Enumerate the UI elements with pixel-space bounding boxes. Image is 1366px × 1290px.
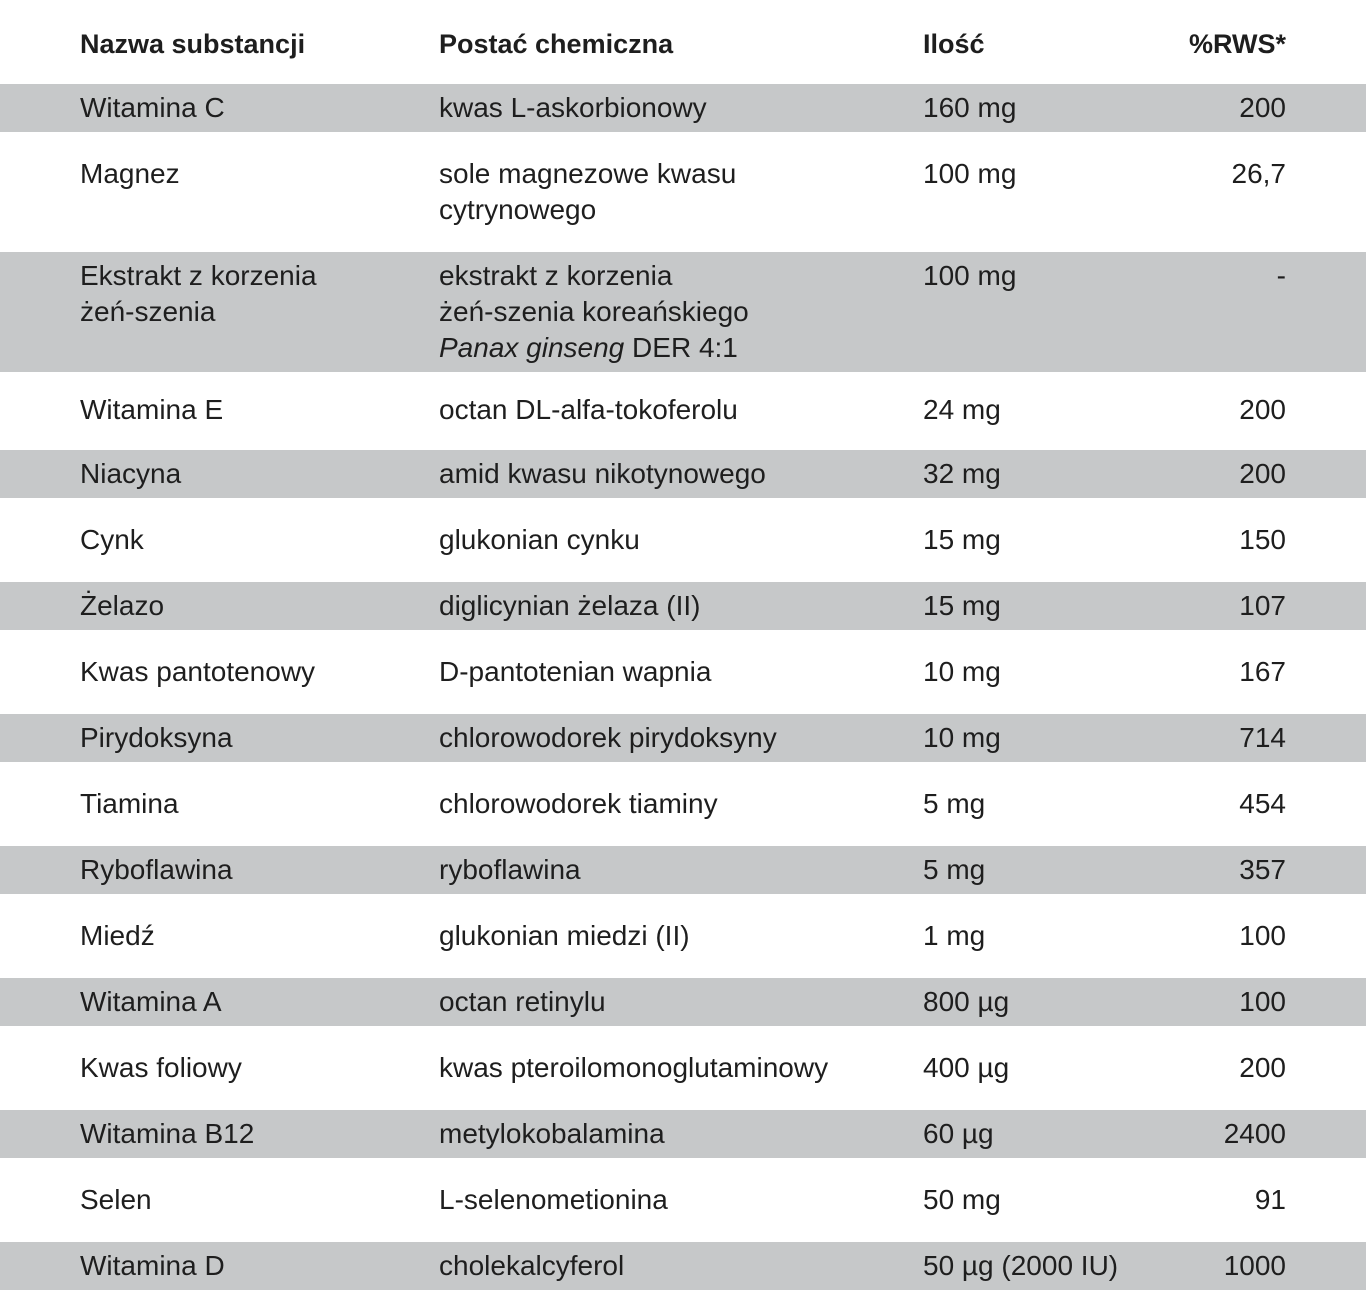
table-row	[0, 894, 1366, 978]
substance-name: Miedź	[80, 920, 155, 951]
table-row	[0, 582, 1366, 630]
rws-value: -	[1276, 260, 1286, 291]
column-header-form: Postać chemiczna	[439, 29, 674, 59]
rws-value: 200	[1239, 458, 1286, 489]
table-row	[0, 1158, 1366, 1242]
rws-value: 200	[1239, 92, 1286, 123]
chemical-form: kwas L-askorbionowy	[439, 92, 707, 123]
table-row	[0, 84, 1366, 132]
rws-value: 100	[1239, 920, 1286, 951]
substance-name: Witamina D	[80, 1250, 225, 1281]
chemical-form: octan DL-alfa-tokoferolu	[439, 394, 738, 425]
chemical-form-line: żeń-szenia koreańskiego	[439, 296, 749, 327]
table-row	[0, 978, 1366, 1026]
chemical-form: amid kwasu nikotynowego	[439, 458, 766, 489]
chemical-form-line	[439, 330, 909, 366]
chemical-form: D-pantotenian wapnia	[439, 656, 712, 687]
rws-value: 107	[1239, 590, 1286, 621]
substance-name: Niacyna	[80, 458, 182, 489]
substance-name	[80, 258, 410, 330]
chemical-form: kwas pteroilomonoglutaminowy	[439, 1052, 829, 1083]
table-row	[0, 630, 1366, 714]
substance-name: Kwas foliowy	[80, 1052, 242, 1083]
table-header	[0, 0, 1366, 84]
table-row	[0, 498, 1366, 582]
table-row	[0, 714, 1366, 762]
rws-value: 26,7	[1231, 158, 1286, 189]
rws-value: 91	[1254, 1184, 1286, 1215]
chemical-form: octan retinylu	[439, 986, 606, 1017]
chemical-form	[439, 258, 909, 366]
table-row	[0, 1026, 1366, 1110]
quantity: 32 mg	[923, 458, 1001, 489]
quantity: 50 µg (2000 IU)	[923, 1250, 1119, 1281]
quantity: 800 µg	[923, 986, 1010, 1017]
rws-value: 1000	[1223, 1250, 1286, 1281]
quantity: 50 mg	[923, 1184, 1001, 1215]
table-row	[0, 762, 1366, 846]
substance-name: Tiamina	[80, 788, 179, 819]
rws-value: 2400	[1223, 1118, 1286, 1149]
substance-name: Ryboflawina	[80, 854, 233, 885]
table-row	[0, 132, 1366, 252]
table-row	[0, 846, 1366, 894]
chemical-form	[439, 156, 909, 228]
quantity: 15 mg	[923, 524, 1001, 555]
quantity: 5 mg	[923, 854, 986, 885]
substance-name-line: żeń-szenia	[80, 296, 216, 327]
chemical-form-line: cytrynowego	[439, 194, 597, 225]
quantity: 60 µg	[923, 1118, 994, 1149]
column-header-quantity: Ilość	[923, 29, 985, 59]
chemical-form: ryboflawina	[439, 854, 581, 885]
substance-name: Witamina B12	[80, 1118, 255, 1149]
quantity: 100 mg	[923, 158, 1017, 189]
quantity: 15 mg	[923, 590, 1001, 621]
rws-value: 454	[1239, 788, 1286, 819]
substance-name-line: Ekstrakt z korzenia	[80, 260, 317, 291]
quantity: 24 mg	[923, 394, 1001, 425]
table-row	[0, 1110, 1366, 1158]
substance-name: Cynk	[80, 524, 144, 555]
substance-name: Witamina E	[80, 394, 224, 425]
latin-name: Panax ginseng	[439, 332, 625, 363]
rws-value: 150	[1239, 524, 1286, 555]
quantity: 1 mg	[923, 920, 986, 951]
column-header-rws: %RWS*	[1188, 29, 1286, 59]
rws-value: 714	[1239, 722, 1286, 753]
chemical-form-line: ekstrakt z korzenia	[439, 260, 673, 291]
rws-value: 100	[1239, 986, 1286, 1017]
quantity: 5 mg	[923, 788, 986, 819]
quantity: 100 mg	[923, 260, 1017, 291]
chemical-form-line: sole magnezowe kwasu	[439, 158, 737, 189]
rws-value: 167	[1239, 656, 1286, 687]
substance-name: Selen	[80, 1184, 152, 1215]
substance-name: Witamina A	[80, 986, 222, 1017]
chemical-form: metylokobalamina	[439, 1118, 665, 1149]
substance-name: Kwas pantotenowy	[80, 656, 316, 687]
substance-name: Pirydoksyna	[80, 722, 233, 753]
rws-value: 357	[1239, 854, 1286, 885]
chemical-form: glukonian miedzi (II)	[439, 920, 690, 951]
table-row	[0, 1242, 1366, 1290]
chemical-form: glukonian cynku	[439, 524, 640, 555]
rws-value: 200	[1239, 394, 1286, 425]
table-row	[0, 372, 1366, 450]
chemical-form: chlorowodorek tiaminy	[439, 788, 718, 819]
quantity: 160 mg	[923, 92, 1017, 123]
substance-name: Żelazo	[80, 590, 165, 621]
chemical-form: chlorowodorek pirydoksyny	[439, 722, 777, 753]
rws-value: 200	[1239, 1052, 1286, 1083]
substance-name: Magnez	[80, 158, 180, 189]
der-ratio: DER 4:1	[624, 332, 738, 363]
substance-name: Witamina C	[80, 92, 225, 123]
chemical-form: cholekalcyferol	[439, 1250, 625, 1281]
quantity: 400 µg	[923, 1052, 1010, 1083]
table-row	[0, 252, 1366, 372]
chemical-form: diglicynian żelaza (II)	[439, 590, 701, 621]
quantity: 10 mg	[923, 722, 1001, 753]
chemical-form: L-selenometionina	[439, 1184, 668, 1215]
quantity: 10 mg	[923, 656, 1001, 687]
table-row	[0, 450, 1366, 498]
column-header-name: Nazwa substancji	[80, 29, 306, 59]
